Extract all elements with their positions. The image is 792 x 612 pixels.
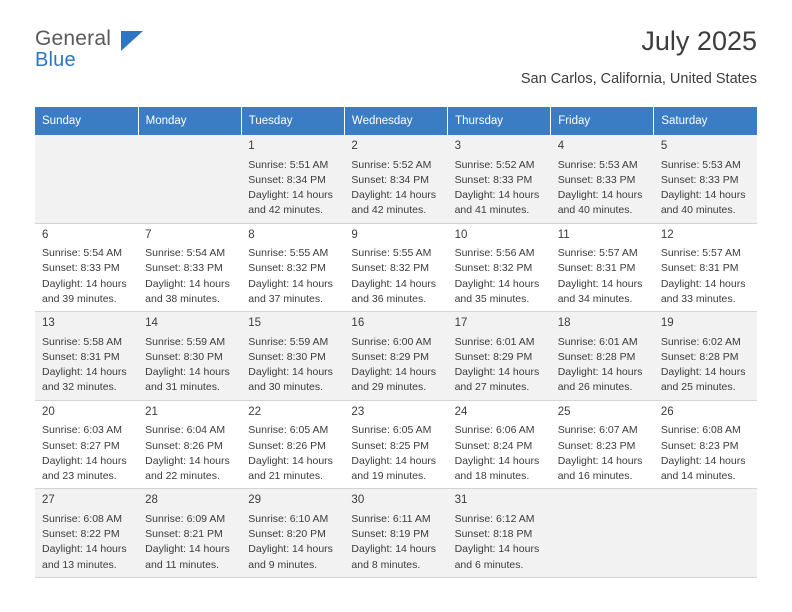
- daylight-text: and 16 minutes.: [557, 469, 633, 482]
- sunset-text: Sunset: 8:29 PM: [454, 350, 533, 363]
- daylight-text: and 41 minutes.: [454, 204, 530, 217]
- daylight-text: Daylight: 14 hours: [145, 543, 230, 556]
- sunrise-text: Sunrise: 5:57 AM: [660, 247, 741, 260]
- daylight-text: Daylight: 14 hours: [248, 277, 333, 290]
- daylight-text: Daylight: 14 hours: [145, 454, 230, 467]
- sunrise-text: Sunrise: 6:07 AM: [557, 424, 638, 437]
- sunset-text: Sunset: 8:32 PM: [454, 262, 533, 275]
- sunrise-text: Sunrise: 6:00 AM: [351, 335, 432, 348]
- day-number: 24: [454, 405, 468, 418]
- day-info: [455, 335, 551, 396]
- daylight-text: Daylight: 14 hours: [351, 454, 437, 467]
- daylight-text: Daylight: 14 hours: [351, 277, 437, 290]
- daylight-text: and 42 minutes.: [351, 204, 427, 217]
- weekday-header-tuesday: Tuesday: [241, 107, 344, 135]
- daylight-text: and 39 minutes.: [42, 292, 117, 305]
- daylight-text: Daylight: 14 hours: [248, 454, 333, 467]
- calendar-day-cell[interactable]: [241, 135, 344, 223]
- sunset-text: Sunset: 8:33 PM: [660, 173, 739, 186]
- day-number: 31: [454, 494, 468, 507]
- calendar-day-cell[interactable]: [138, 400, 241, 489]
- weekday-header-wednesday: Wednesday: [344, 107, 447, 135]
- calendar-day-cell[interactable]: [241, 489, 344, 578]
- daylight-text: and 40 minutes.: [557, 204, 633, 217]
- sunrise-text: Sunrise: 6:02 AM: [660, 335, 741, 348]
- sunrise-text: Sunrise: 6:12 AM: [454, 512, 535, 525]
- calendar-day-cell[interactable]: [344, 135, 447, 223]
- day-number: 22: [248, 405, 262, 418]
- calendar-day-cell[interactable]: [654, 135, 757, 223]
- calendar-day-cell[interactable]: [654, 223, 757, 312]
- sunrise-text: Sunrise: 6:08 AM: [42, 512, 122, 525]
- sunrise-text: Sunrise: 5:54 AM: [42, 247, 122, 260]
- day-info: [351, 158, 447, 219]
- daylight-text: and 23 minutes.: [42, 469, 117, 482]
- daylight-text: Daylight: 14 hours: [557, 454, 643, 467]
- daylight-text: Daylight: 14 hours: [454, 277, 540, 290]
- daylight-text: and 42 minutes.: [248, 204, 323, 217]
- day-info: [145, 246, 241, 307]
- calendar-week-row: [35, 312, 757, 401]
- sunset-text: Sunset: 8:31 PM: [42, 350, 120, 363]
- daylight-text: Daylight: 14 hours: [660, 454, 746, 467]
- sunset-text: Sunset: 8:23 PM: [557, 439, 636, 452]
- daylight-text: and 8 minutes.: [351, 558, 421, 571]
- calendar-day-cell[interactable]: [344, 312, 447, 401]
- calendar-day-cell[interactable]: [35, 489, 138, 578]
- daylight-text: and 25 minutes.: [660, 381, 736, 394]
- calendar-day-cell[interactable]: [138, 312, 241, 401]
- daylight-text: Daylight: 14 hours: [248, 543, 333, 556]
- day-number: 23: [351, 405, 365, 418]
- daylight-text: and 31 minutes.: [145, 381, 220, 394]
- sunset-text: Sunset: 8:25 PM: [351, 439, 430, 452]
- day-number: 7: [145, 228, 152, 241]
- day-info: [248, 335, 344, 396]
- calendar-day-cell[interactable]: [241, 400, 344, 489]
- daylight-text: and 40 minutes.: [660, 204, 736, 217]
- calendar-day-cell[interactable]: [344, 489, 447, 578]
- logo: [35, 28, 165, 70]
- calendar-cell-empty: [35, 135, 138, 223]
- daylight-text: and 37 minutes.: [248, 292, 323, 305]
- calendar-week-row: [35, 489, 757, 578]
- sunset-text: Sunset: 8:32 PM: [351, 262, 430, 275]
- calendar-day-cell[interactable]: [344, 400, 447, 489]
- sunset-text: Sunset: 8:22 PM: [42, 528, 120, 541]
- calendar-day-cell[interactable]: [654, 312, 757, 401]
- day-number: 30: [351, 494, 365, 507]
- weekday-header-thursday: Thursday: [448, 107, 551, 135]
- day-number: 25: [557, 405, 571, 418]
- day-number: 26: [660, 405, 674, 418]
- sunset-text: Sunset: 8:23 PM: [660, 439, 739, 452]
- daylight-text: and 27 minutes.: [454, 381, 530, 394]
- sunrise-text: Sunrise: 6:05 AM: [248, 424, 329, 437]
- sunset-text: Sunset: 8:31 PM: [660, 262, 739, 275]
- sunrise-text: Sunrise: 6:01 AM: [454, 335, 535, 348]
- sunrise-text: Sunrise: 5:55 AM: [351, 247, 432, 260]
- day-info: [248, 423, 344, 484]
- calendar-day-cell[interactable]: [35, 400, 138, 489]
- day-info: [558, 335, 654, 396]
- sunset-text: Sunset: 8:31 PM: [557, 262, 636, 275]
- daylight-text: Daylight: 14 hours: [557, 277, 643, 290]
- day-info: [351, 512, 447, 573]
- calendar-day-cell[interactable]: [448, 135, 551, 223]
- sunrise-text: Sunrise: 5:52 AM: [351, 158, 432, 171]
- daylight-text: Daylight: 14 hours: [454, 189, 540, 202]
- day-info: [145, 512, 241, 573]
- sunrise-text: Sunrise: 5:55 AM: [248, 247, 329, 260]
- daylight-text: Daylight: 14 hours: [42, 543, 127, 556]
- calendar-day-cell[interactable]: [344, 223, 447, 312]
- day-info: [42, 512, 138, 573]
- weekday-header-monday: Monday: [138, 107, 241, 135]
- sunrise-text: Sunrise: 5:52 AM: [454, 158, 535, 171]
- daylight-text: and 9 minutes.: [248, 558, 318, 571]
- day-info: [248, 246, 344, 307]
- calendar-body: [35, 135, 757, 577]
- day-info: [455, 512, 551, 573]
- day-number: 6: [42, 228, 49, 241]
- day-info: [145, 335, 241, 396]
- day-number: 2: [351, 140, 358, 152]
- day-number: 15: [248, 317, 262, 330]
- calendar-header-row: [35, 107, 757, 135]
- calendar-day-cell[interactable]: [448, 312, 551, 401]
- weekday-header-friday: Friday: [551, 107, 654, 135]
- day-info: [558, 246, 654, 307]
- calendar-cell-empty: [654, 489, 757, 578]
- daylight-text: Daylight: 14 hours: [351, 543, 437, 556]
- daylight-text: and 34 minutes.: [557, 292, 633, 305]
- page-title: July 2025: [641, 26, 757, 56]
- day-info: [145, 423, 241, 484]
- day-info: [42, 423, 138, 484]
- calendar-day-cell[interactable]: [138, 489, 241, 578]
- calendar-day-cell[interactable]: [138, 223, 241, 312]
- sunrise-text: Sunrise: 6:10 AM: [248, 512, 329, 525]
- day-number: 4: [557, 140, 565, 152]
- sunset-text: Sunset: 8:18 PM: [454, 528, 533, 541]
- daylight-text: and 21 minutes.: [248, 469, 323, 482]
- sunset-text: Sunset: 8:32 PM: [248, 262, 326, 275]
- sunrise-text: Sunrise: 5:58 AM: [42, 335, 122, 348]
- daylight-text: Daylight: 14 hours: [248, 189, 333, 202]
- daylight-text: Daylight: 14 hours: [660, 189, 746, 202]
- day-info: [455, 423, 551, 484]
- day-info: [558, 423, 654, 484]
- day-number: 9: [351, 228, 358, 241]
- flag-icon: [121, 31, 143, 51]
- sunset-text: Sunset: 8:33 PM: [42, 262, 120, 275]
- sunrise-text: Sunrise: 5:51 AM: [248, 158, 329, 171]
- calendar-cell-empty: [138, 135, 241, 223]
- sunrise-text: Sunrise: 6:05 AM: [351, 424, 432, 437]
- calendar-day-cell[interactable]: [35, 223, 138, 312]
- sunset-text: Sunset: 8:28 PM: [557, 350, 636, 363]
- daylight-text: and 29 minutes.: [351, 381, 427, 394]
- calendar-day-cell[interactable]: [551, 312, 654, 401]
- day-number: 16: [351, 317, 365, 330]
- daylight-text: and 14 minutes.: [660, 469, 736, 482]
- calendar-week-row: [35, 400, 757, 489]
- sunset-text: Sunset: 8:26 PM: [145, 439, 223, 452]
- day-number: 8: [248, 228, 255, 241]
- daylight-text: Daylight: 14 hours: [454, 543, 540, 556]
- day-number: 28: [145, 494, 158, 507]
- sunrise-text: Sunrise: 6:11 AM: [351, 512, 431, 525]
- sunrise-text: Sunrise: 5:59 AM: [145, 335, 226, 348]
- calendar-day-cell[interactable]: [654, 400, 757, 489]
- sunset-text: Sunset: 8:34 PM: [248, 173, 326, 186]
- day-number: 12: [660, 228, 674, 241]
- calendar-week-row: [35, 223, 757, 312]
- sunset-text: Sunset: 8:33 PM: [145, 262, 223, 275]
- day-number: 3: [454, 140, 461, 152]
- daylight-text: and 6 minutes.: [454, 558, 524, 571]
- sunset-text: Sunset: 8:26 PM: [248, 439, 326, 452]
- sunrise-text: Sunrise: 5:59 AM: [248, 335, 329, 348]
- location-subtitle: San Carlos, California, United States: [520, 71, 757, 87]
- calendar-day-cell[interactable]: [35, 312, 138, 401]
- calendar-table: [35, 107, 757, 578]
- daylight-text: Daylight: 14 hours: [145, 277, 230, 290]
- calendar-cell-empty: [551, 489, 654, 578]
- daylight-text: Daylight: 14 hours: [660, 366, 746, 379]
- sunset-text: Sunset: 8:24 PM: [454, 439, 533, 452]
- sunset-text: Sunset: 8:27 PM: [42, 439, 120, 452]
- logo-text-general: General: [35, 27, 112, 50]
- day-number: 14: [145, 317, 158, 330]
- daylight-text: and 32 minutes.: [42, 381, 117, 394]
- calendar-day-cell[interactable]: [551, 223, 654, 312]
- sunset-text: Sunset: 8:34 PM: [351, 173, 430, 186]
- day-info: [42, 335, 138, 396]
- calendar-day-cell[interactable]: [448, 223, 551, 312]
- day-info: [248, 512, 344, 573]
- daylight-text: Daylight: 14 hours: [454, 454, 540, 467]
- day-number: 1: [248, 140, 255, 152]
- daylight-text: Daylight: 14 hours: [42, 277, 127, 290]
- day-number: 21: [145, 405, 158, 418]
- sunset-text: Sunset: 8:28 PM: [660, 350, 739, 363]
- day-number: 20: [42, 405, 55, 418]
- daylight-text: and 33 minutes.: [660, 292, 736, 305]
- sunrise-text: Sunrise: 5:57 AM: [557, 247, 638, 260]
- day-info: [661, 335, 757, 396]
- sunset-text: Sunset: 8:30 PM: [145, 350, 223, 363]
- day-info: [558, 158, 654, 219]
- sunset-text: Sunset: 8:33 PM: [454, 173, 533, 186]
- day-number: 19: [660, 317, 674, 330]
- calendar-day-cell[interactable]: [448, 489, 551, 578]
- page-header: [35, 0, 757, 90]
- title-block: [521, 28, 757, 87]
- daylight-text: and 38 minutes.: [145, 292, 220, 305]
- daylight-text: Daylight: 14 hours: [351, 189, 437, 202]
- day-info: [351, 335, 447, 396]
- day-info: [42, 246, 138, 307]
- day-info: [661, 246, 757, 307]
- calendar-day-cell[interactable]: [241, 312, 344, 401]
- day-number: 17: [454, 317, 468, 330]
- calendar-week-row: [35, 135, 757, 223]
- day-number: 27: [42, 494, 55, 507]
- day-number: 11: [557, 228, 570, 241]
- daylight-text: Daylight: 14 hours: [454, 366, 540, 379]
- day-info: [455, 246, 551, 307]
- day-info: [661, 158, 757, 219]
- day-info: [661, 423, 757, 484]
- sunrise-text: Sunrise: 6:03 AM: [42, 424, 122, 437]
- daylight-text: Daylight: 14 hours: [351, 366, 437, 379]
- sunset-text: Sunset: 8:19 PM: [351, 528, 430, 541]
- sunset-text: Sunset: 8:29 PM: [351, 350, 430, 363]
- daylight-text: and 18 minutes.: [454, 469, 530, 482]
- weekday-header-saturday: Saturday: [654, 107, 757, 135]
- sunset-text: Sunset: 8:30 PM: [248, 350, 326, 363]
- daylight-text: and 19 minutes.: [351, 469, 427, 482]
- sunrise-text: Sunrise: 6:01 AM: [557, 335, 638, 348]
- calendar-day-cell[interactable]: [241, 223, 344, 312]
- sunrise-text: Sunrise: 5:53 AM: [557, 158, 638, 171]
- daylight-text: and 26 minutes.: [557, 381, 633, 394]
- sunrise-text: Sunrise: 6:09 AM: [145, 512, 226, 525]
- daylight-text: Daylight: 14 hours: [145, 366, 230, 379]
- sunrise-text: Sunrise: 6:08 AM: [660, 424, 741, 437]
- day-number: 18: [557, 317, 571, 330]
- daylight-text: Daylight: 14 hours: [557, 366, 643, 379]
- daylight-text: and 22 minutes.: [145, 469, 220, 482]
- sunset-text: Sunset: 8:33 PM: [557, 173, 636, 186]
- sunrise-text: Sunrise: 5:54 AM: [145, 247, 226, 260]
- daylight-text: Daylight: 14 hours: [42, 366, 127, 379]
- day-number: 29: [248, 494, 262, 507]
- daylight-text: and 13 minutes.: [42, 558, 117, 571]
- daylight-text: Daylight: 14 hours: [248, 366, 333, 379]
- day-number: 10: [454, 228, 468, 241]
- sunset-text: Sunset: 8:21 PM: [145, 528, 223, 541]
- daylight-text: Daylight: 14 hours: [660, 277, 746, 290]
- calendar-day-cell[interactable]: [551, 135, 654, 223]
- day-info: [351, 423, 447, 484]
- daylight-text: and 35 minutes.: [454, 292, 530, 305]
- calendar-day-cell[interactable]: [551, 400, 654, 489]
- sunrise-text: Sunrise: 5:56 AM: [454, 247, 535, 260]
- daylight-text: Daylight: 14 hours: [42, 454, 127, 467]
- weekday-header-sunday: Sunday: [35, 107, 138, 135]
- day-info: [351, 246, 447, 307]
- sunrise-text: Sunrise: 5:53 AM: [660, 158, 741, 171]
- daylight-text: and 11 minutes.: [145, 558, 220, 571]
- day-info: [455, 158, 551, 219]
- day-info: [248, 158, 344, 219]
- daylight-text: and 30 minutes.: [248, 381, 323, 394]
- sunrise-text: Sunrise: 6:04 AM: [145, 424, 226, 437]
- day-number: 5: [660, 140, 668, 152]
- calendar-day-cell[interactable]: [448, 400, 551, 489]
- logo-text-blue: Blue: [35, 49, 76, 71]
- daylight-text: and 36 minutes.: [351, 292, 427, 305]
- day-number: 13: [42, 317, 55, 330]
- sunset-text: Sunset: 8:20 PM: [248, 528, 326, 541]
- daylight-text: Daylight: 14 hours: [557, 189, 643, 202]
- sunrise-text: Sunrise: 6:06 AM: [454, 424, 535, 437]
